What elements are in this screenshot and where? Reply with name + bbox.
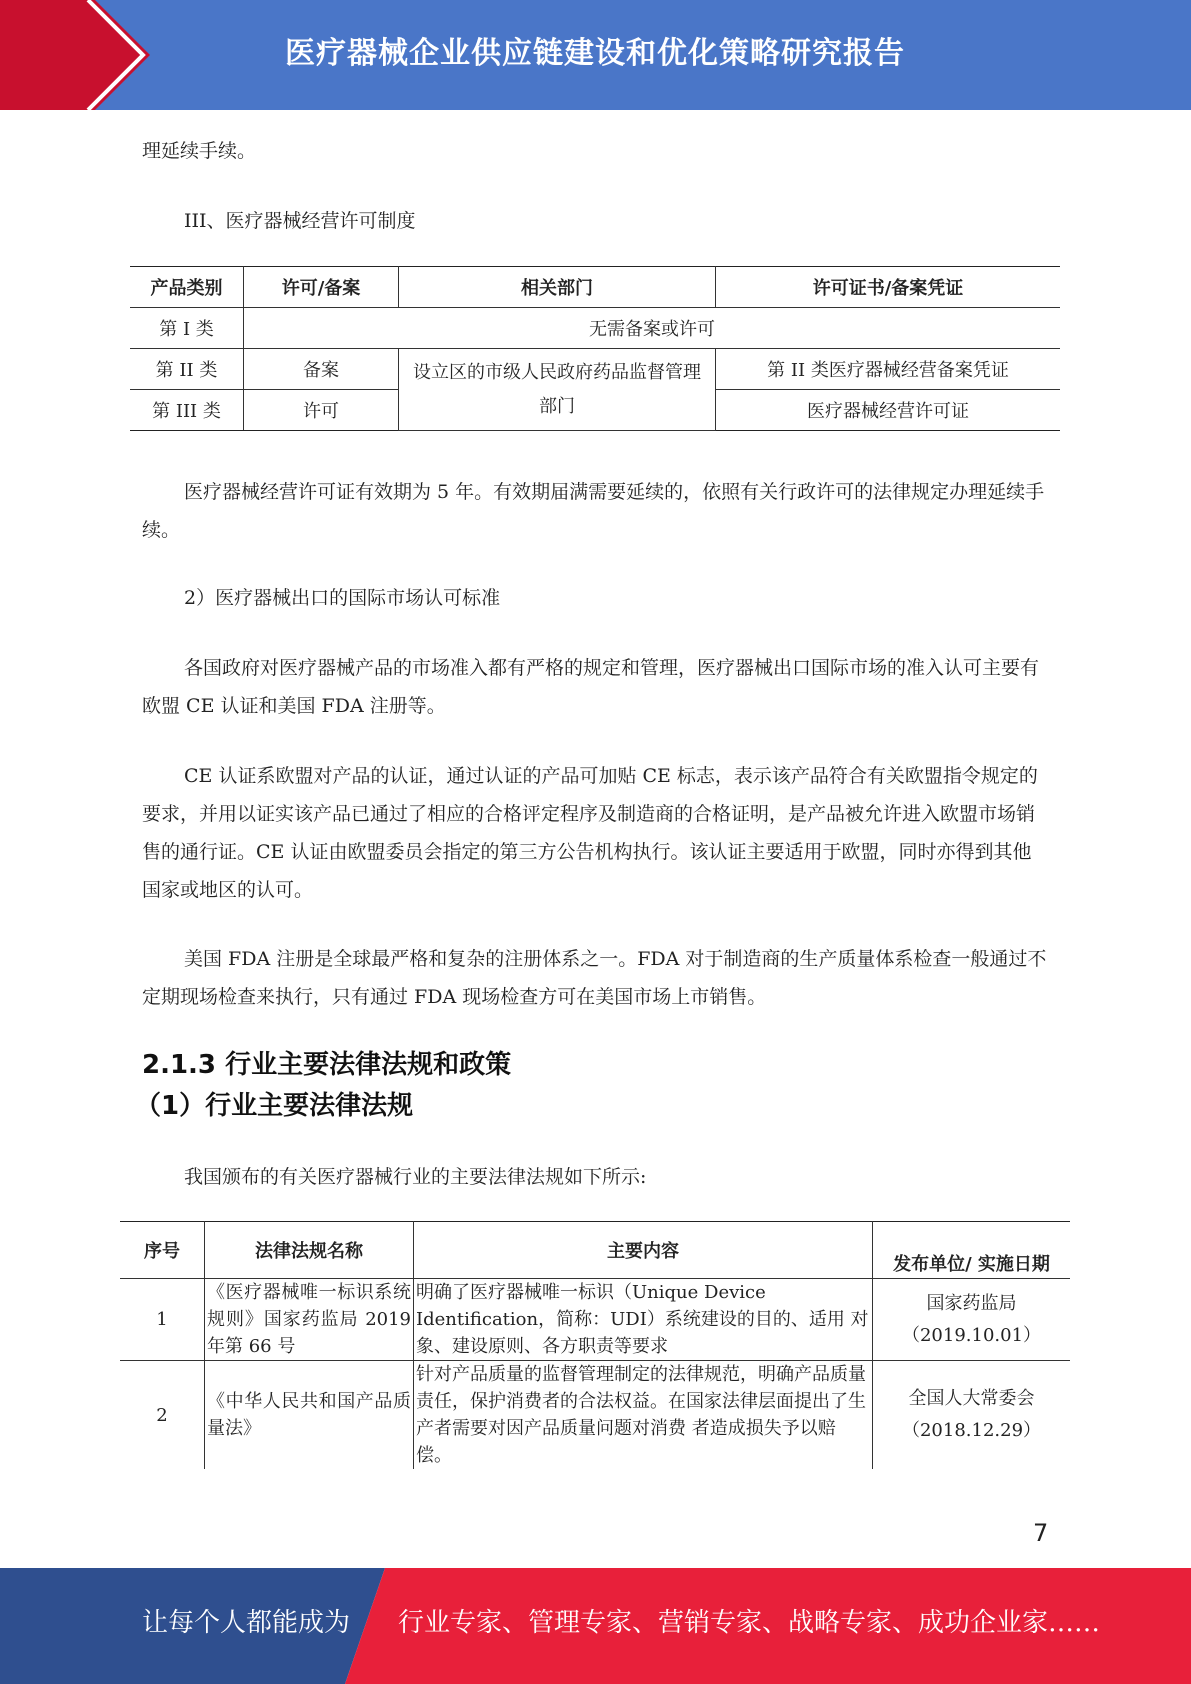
cell-type: 备案: [244, 349, 399, 390]
issue-date: （2018.12.29）: [901, 1420, 1042, 1441]
cell-content: 针对产品质量的监督管理制定的法律规范，明确产品质量责任，保护消费者的合法权益。在国家法律层面提出了生产者需要对因产品质量问题对消费 者造成损失予以赔偿。: [414, 1361, 873, 1470]
table-row: [120, 1279, 1070, 1361]
cell-certificate: 医疗器械经营许可证: [716, 390, 1061, 431]
subheading-operating-license: III、医疗器械经营许可制度: [184, 210, 416, 232]
cell-merged: 无需备案或许可: [244, 308, 1061, 349]
cell-category: 第 III 类: [130, 390, 244, 431]
paragraph-laws-intro: 我国颁布的有关医疗器械行业的主要法律法规如下所示:: [184, 1166, 647, 1188]
col-header-content: 主要内容: [414, 1222, 873, 1279]
cell-department: 设立区的市级人民政府药品监督管理部门: [399, 349, 716, 431]
col-header-name: 法律法规名称: [205, 1222, 414, 1279]
page-number: 7: [1033, 1519, 1049, 1547]
cell-content: 明确了医疗器械唯一标识（Unique Device Identification，简称：UDI）系统建设的目的、适用 对象、建设原则、各方职责等要求: [414, 1279, 873, 1361]
cell-law-name: 《医疗器械唯一标识系统规则》国家药监局 2019 年第 66 号: [205, 1279, 414, 1361]
section-heading: 2.1.3 行业主要法律法规和政策: [142, 1050, 512, 1080]
paragraph-validity: 医疗器械经营许可证有效期为 5 年。有效期届满需要延续的，依照有关行政许可的法律规定办理延续手续。: [142, 481, 1045, 541]
issuer-name: 国家药监局: [926, 1292, 1017, 1314]
table-header-row: [120, 1222, 1070, 1279]
issue-date: （2019.10.01）: [901, 1324, 1042, 1346]
page-footer: [0, 1568, 1191, 1684]
subheading-export-standards: 2）医疗器械出口的国际市场认可标准: [184, 587, 501, 609]
issuer-name: 全国人大常委会: [908, 1388, 1035, 1409]
cell-certificate: 第 II 类医疗器械经营备案凭证: [716, 349, 1061, 390]
col-header-certificate: 许可证书/备案凭证: [716, 267, 1061, 308]
table-header-row: [130, 267, 1060, 308]
cell-category: 第 I 类: [130, 308, 244, 349]
col-header-issuer-date: 发布单位/ 实施日期: [873, 1222, 1071, 1279]
cell-type: 许可: [244, 390, 399, 431]
paragraph-market-access: 各国政府对医疗器械产品的市场准入都有严格的规定和管理，医疗器械出口国际市场的准入认可主要有欧盟 CE 认证和美国 FDA 注册等。: [142, 657, 1040, 717]
cell-law-name: 《中华人民共和国产品质量法》: [205, 1361, 414, 1470]
footer-slogan-right: 行业专家、管理专家、营销专家、战略专家、成功企业家……: [398, 1608, 1101, 1638]
col-header-license: 许可/备案: [244, 267, 399, 308]
cell-issuer-date: [873, 1279, 1071, 1361]
table-row: [130, 349, 1060, 390]
cell-no: 1: [120, 1279, 205, 1361]
table-row: [130, 308, 1060, 349]
subsection-heading: （1）行业主要法律法规: [135, 1091, 414, 1121]
col-header-department: 相关部门: [399, 267, 716, 308]
license-table: [130, 266, 1060, 431]
footer-slogan-left: 让每个人都能成为: [142, 1608, 351, 1638]
paragraph-fda-registration: 美国 FDA 注册是全球最严格和复杂的注册体系之一。FDA 对于制造商的生产质量体系检查一般通过不定期现场检查来执行，只有通过 FDA 现场检查方可在美国市场上市销售。: [142, 948, 1047, 1008]
laws-table: [120, 1221, 1070, 1469]
cell-issuer-date: [873, 1361, 1071, 1470]
report-title: 医疗器械企业供应链建设和优化策略研究报告: [285, 36, 905, 71]
paragraph-ce-certification: CE 认证系欧盟对产品的认证，通过认证的产品可加贴 CE 标志，表示该产品符合有关欧盟指令规定的要求，并用以证实该产品已通过了相应的合格评定程序及制造商的合格证明，是产品被允许进入欧盟市场销售的通行证。CE 认证由欧盟委员会指定的第三方公告机构执行。该认证主要适用于欧盟，同时亦得到其他国家或地区的认可。: [142, 765, 1038, 901]
cell-no: 2: [120, 1361, 205, 1470]
paragraph-continuation: 理延续手续。: [142, 140, 257, 162]
page-header: [0, 0, 1191, 110]
table-row: [120, 1361, 1070, 1470]
col-header-no: 序号: [120, 1222, 205, 1279]
header-red-chevron: [0, 0, 160, 110]
cell-category: 第 II 类: [130, 349, 244, 390]
col-header-category: 产品类别: [130, 267, 244, 308]
